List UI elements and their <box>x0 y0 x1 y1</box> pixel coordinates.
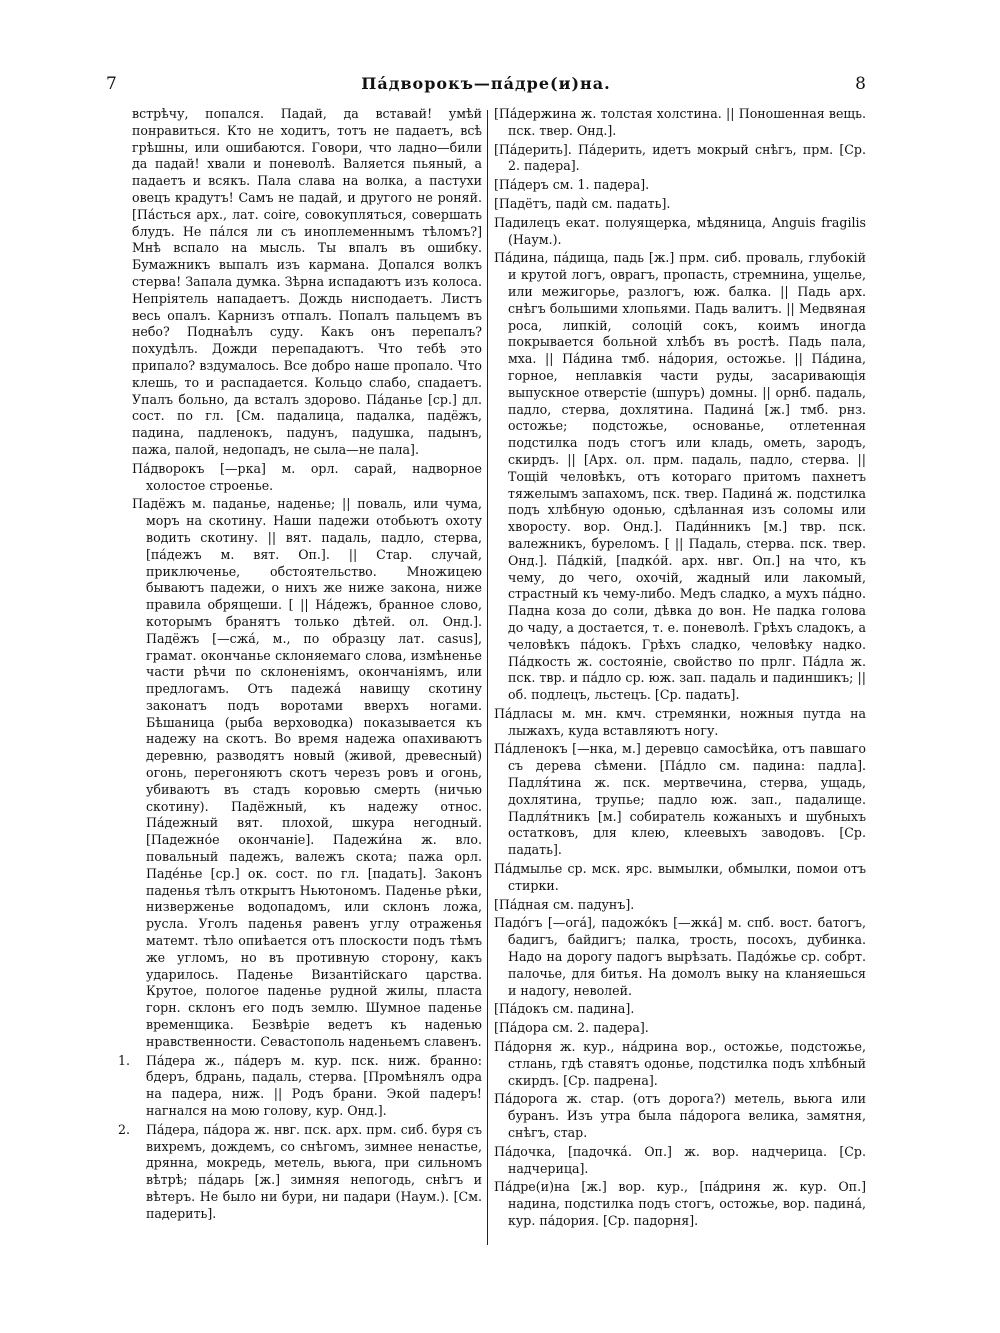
dictionary-entry: [Па́дерить]. Па́дерить, идетъ мокрый снѣгъ, прм. [Ср. 2. падера]. <box>494 141 866 174</box>
dictionary-entry: [Падётъ, падѝ см. падать]. <box>494 195 671 211</box>
dictionary-entry: [Па́дора см. 2. падера]. <box>494 1020 649 1036</box>
dictionary-entry: Падилецъ екат. полуящерка, мѣдяница, Anguis fragilis (Наум.). <box>494 214 866 247</box>
dictionary-entry: Падо́гъ [—ога́], падожо́къ [—жка́] м. спб. вост. батогъ, бадигъ, байдигъ; палка, трость, посохъ, дубинка. Надо на дорогу падогъ вырѣзать. Падо́жье ср. собрт. палочье, для битья. На домолъ выку на кланяешься и надогу, неволей. <box>494 915 866 998</box>
dictionary-entry <box>118 1121 482 1223</box>
entry-number: 1. <box>118 1052 131 1068</box>
dictionary-entry: Па́дленокъ [—нка, м.] деревцо самосѣйка, отъ павшаго съ дерева сѣмени. [Па́дло см. падина: падла]. Падля́тина ж. пск. мертвечина, стерва, ущадь, дохлятина, трупье; падло юж. зап., падалище. Падля́тникъ [м.] собиратель кожаныхъ и шубныхъ остатковъ, для клею, клеевыхъ заводовъ. [Ср. падать]. <box>494 741 866 858</box>
dictionary-entry: Па́дорня ж. кур., на́дрина вор., остожье, подстожье, стлань, гдѣ ставятъ одонье, подстилка подъ хлѣбный скирдъ. [Ср. падрена]. <box>494 1039 866 1088</box>
running-title: Па́дворокъ—па́дре(и)на. <box>361 74 611 93</box>
entry-number: 2. <box>118 1121 131 1137</box>
dictionary-entry: Па́дина, па́дища, падь [ж.] прм. сиб. проваль, глубокій и крутой логъ, оврагъ, пропасть, стремнина, ущелье, или межигорье, разлогъ, юж. балка. || Падь арх. снѣгъ большими хлопьями. Падь валитъ. || Медвяная роса, липкій, солоцій сокъ, коимъ иногда покрывается больной хлѣбъ въ ростѣ. Падь пала, мха. || Па́дина тмб. на́дория, остожье. || Па́дина, горное, неплавкія части руды, засаривающія выпускное отверстіе (шпуръ) домны. || орнб. падаль, падло, стерва, дохлятина. Падина́ [ж.] тмб. рнз. остожье; подстожье, основанье, отлетенная подстилка подъ стогъ или кладь, ометь, зародъ, скирдъ. || [Арх. ол. прм. падаль, падло, стерва. || Тощій человѣкъ, отъ котораго притомъ пахнетъ тяжелымъ запахомъ, пск. твер. Падина́ ж. подстилка подъ хлѣбную одонью, сдѣланная изъ соломы или хворосту. вор. Онд.]. Пади́нникъ [м.] твр. пск. валежникъ, буреломъ. [ || Падаль, стерва. пск. твер. Онд.]. Па́дкій, [падко́й. арх. нвг. Оп.] на что, къ чему, до чего, охочій, жадный или лакомый, страстный къ чему-либо. Медъ сладко, а мухъ па́дно. Падна коза до соли, дѣвка до вон. Не падка голова до чаду, а достается, т. е. поневолѣ. Грѣхъ сладокъ, а человѣкъ па́докъ. Грѣхъ сладко, человѣку надко. Па́дкость ж. состояніе, свойство по прлг. Па́дла ж. пск. твр. и па́дло ср. юж. зап. падаль и падиншикъ; || об. подлецъ, льстецъ. [Ср. падать]. <box>494 250 866 703</box>
dictionary-entry: [Па́дная см. падунъ]. <box>494 896 635 912</box>
dictionary-entry: встрѣчу, попался. Падай, да вставай! умѣй понравиться. Кто не ходитъ, тотъ не падаетъ, всѣ грѣшны, или ошибаются. Говори, что ладно—били да падай! хвали и поневолѣ. Валяется пьяный, а падаетъ и всякъ. Пала слава на волка, а пастухи овецъ крадутъ! Самъ не падай, и другого не роняй. [Па́сться арх., лат. coire, совокупляться, совершать блудъ. Не па́лся ли съ иноплеменнымъ тѣломъ?] Мнѣ вспало на мысль. Ты впалъ въ ошибку. Бумажникъ выпалъ изъ кармана. Допался волкъ стерва! Запала думка. Зѣрна испадаютъ изъ колоса. Непріятель нападаетъ. Дождь нисподаетъ. Листъ весь опалъ. Карнизъ отпалъ. Попалъ пальцемъ въ небо? Поднаѣлъ суду. Какъ онъ перепалъ? похудѣлъ. Дожди перепадаютъ. Что тебѣ это припало? вздумалось. Все добро наше пропало. Что клешь, то и распадается. Кольцо слабо, спадаетъ. Упалъ больно, да всталъ здорово. Па́данье [ср.] дл. сост. по гл. [См. падалица, падалка, падёжъ, падина, падленокъ, падунъ, падушка, падынъ, пажа, палой, недопадъ, не сыла—не пала]. <box>132 106 482 457</box>
dictionary-entry: Па́дворокъ [—рка] м. орл. сарай, надворное холостое строенье. <box>132 460 482 493</box>
dictionary-entry: Па́дочка, [падочка́. Оп.] ж. вор. надчерица. [Ср. надчерица]. <box>494 1143 866 1176</box>
dictionary-entry: Падёжъ м. паданье, наденье; || поваль, или чума, моръ на скотину. Наши падежи отобьютъ охоту водить скотину. || вят. падаль, падло, стерва, [па́дежъ м. вят. Оп.]. || Стар. случай, приключенье, обстоятельство. Множицею бываютъ падежи, о нихъ же ниже закона, ниже правила обрящеши. [ || На́дежъ, бранное слово, которымъ бранятъ только дѣтей. ол. Онд.]. Падёжъ [—сжа́, м., по образцу лат. casus], грамат. окончанье склоняемаго слова, измѣненье части рѣчи по склоненіямъ, окончаніямъ, или предлогамъ. Отъ падежа́ навищу скотину законатъ подъ воротами вверхъ ногами. Бѣшаница (рыба верховодка) показывается къ надежу на скотъ. Во время надежа опахиваютъ деревню, разводятъ новый (живой, древесный) огонь, перегоняютъ скотъ черезъ ровъ и огонь, убиваютъ въ стадъ коровью смерть (ничью скотину). Падёжный, къ надежу относ. Па́дежный вят. плохой, шкура негодный. [Падежно́е окончаніе]. Падежи́на ж. вло. повальный падежъ, валежъ скота; пажа орл. Паде́нье [ср.] ок. сост. по гл. [падать]. Законъ паденья тѣлъ открытъ Ньютономъ. Паденье рѣки, низверженье водопадомъ, или склонъ ложа, русла. Уголъ паденья равенъ углу отраженья матемт. тѣло опиѣается отъ плоскости подъ тѣмъ же угломъ, но въ противную сторону, какъ ударилось. Паденье Византійскаго царства. Крутое, пологое паденье рудной жилы, пласта горн. склонъ его подъ землю. Шумное паденье временщика. Безвѣріе ведетъ къ наденью нравственности. Севастополь наденьемъ славенъ. <box>132 496 482 1049</box>
left-column <box>118 106 482 1225</box>
dictionary-entry: Па́дласы м. мн. кмч. стремянки, ножныя путда на лыжахъ, куда вставляютъ ногу. <box>494 705 866 738</box>
dictionary-entry: [Па́держина ж. толстая холстина. || Поношенная вещь. пск. твер. Онд.]. <box>494 106 866 138</box>
dictionary-entry: Па́дре(и)на [ж.] вор. кур., [па́дриня ж. кур. Оп.] надина, подстилка подъ стогъ, остожье, вор. падина́, кур. па́дория. [Ср. падорня]. <box>494 1179 866 1228</box>
page-number-left: 7 <box>106 74 117 94</box>
dictionary-entry: [Па́докъ см. падина]. <box>494 1001 635 1017</box>
column-divider <box>487 110 488 1245</box>
dictionary-entry: Па́дорога ж. стар. (отъ дорога?) метель, вьюга или буранъ. Изъ утра была па́дорога велика, замятня, снѣгъ, стар. <box>494 1091 866 1141</box>
page-number-right: 8 <box>855 74 866 94</box>
entry-text: Па́дера, па́дора ж. нвг. пск. арх. прм. сиб. буря съ вихремъ, дождемъ, со снѣгомъ, зимнее ненастье, дрянна, мокредь, метель, вьюга, при сильномъ вѣтрѣ; па́дарь [ж.] зимняя непогодь, снѣгъ и вѣтеръ. Не было ни бури, ни падари (Наум.). [См. падерить]. <box>146 1121 482 1221</box>
page-header <box>106 74 866 98</box>
right-column <box>494 106 866 1232</box>
dictionary-entry: [Па́деръ см. 1. падера]. <box>494 177 650 193</box>
entry-text: Па́дера ж., па́деръ м. кур. пск. ниж. бранно: бдеръ, бдрань, падаль, стерва. [Промѣнялъ одра на падера, ниж. || Родъ брани. Экой падеръ! нагнался на мою голову, кур. Онд.]. <box>146 1052 482 1119</box>
dictionary-entry <box>118 1052 482 1120</box>
dictionary-entry: Па́дмылье ср. мск. ярс. вымылки, обмылки, помои отъ стирки. <box>494 861 866 893</box>
